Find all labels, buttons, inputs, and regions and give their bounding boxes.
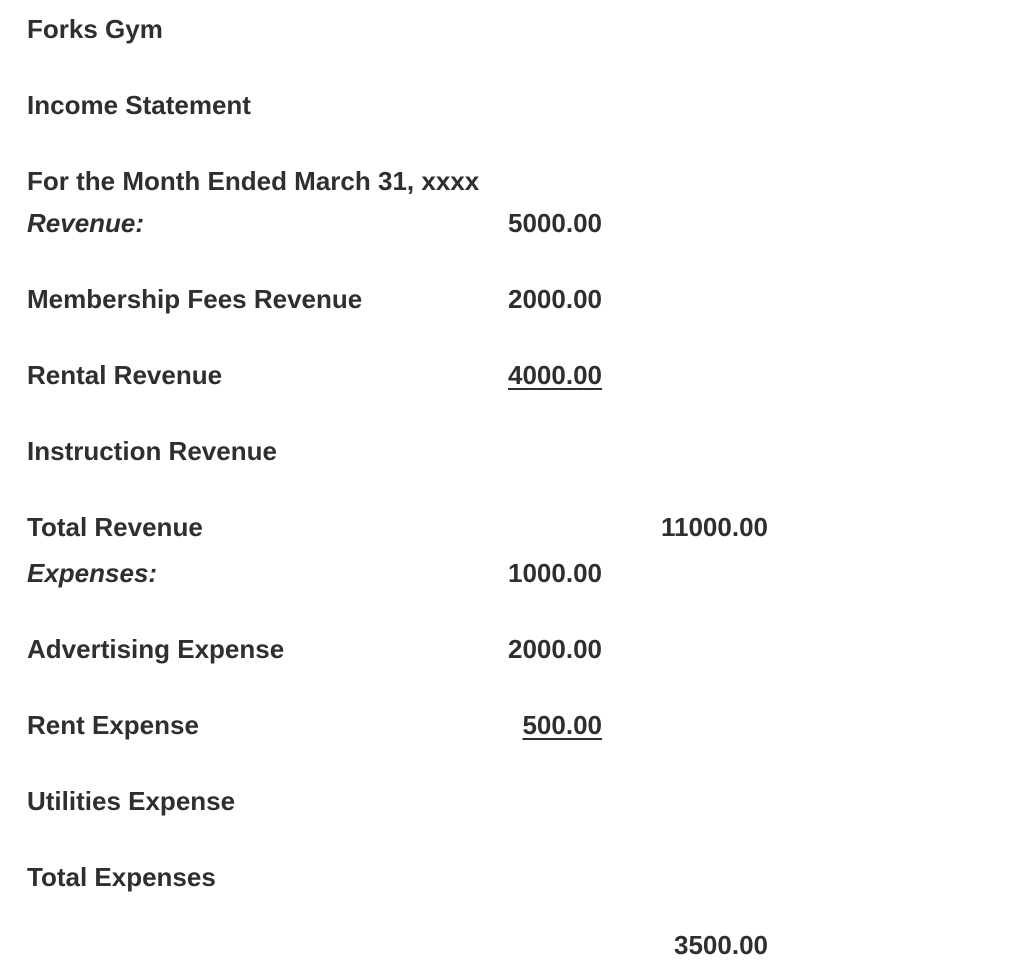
rental-revenue-label: Rental Revenue bbox=[27, 360, 223, 390]
company-name: Forks Gym bbox=[27, 14, 163, 44]
advertising-expense-label: Advertising Expense bbox=[27, 634, 285, 664]
total-revenue-label: Total Revenue bbox=[27, 512, 203, 542]
advertising-expense-amount: 2000.00 bbox=[508, 634, 602, 664]
revenue-heading: Revenue: bbox=[27, 208, 145, 238]
total-revenue-amount: 11000.00 bbox=[660, 512, 768, 542]
statement-period: For the Month Ended March 31, xxxx bbox=[27, 166, 480, 196]
rent-expense-label: Rent Expense bbox=[27, 710, 199, 740]
membership-fees-label: Membership Fees Revenue bbox=[27, 284, 363, 314]
total-expenses-label: Total Expenses bbox=[27, 862, 216, 892]
total-expenses-amount: 3500.00 bbox=[674, 930, 768, 960]
revenue-heading-amount: 5000.00 bbox=[508, 208, 602, 238]
statement-title: Income Statement bbox=[27, 90, 251, 120]
instruction-revenue-label: Instruction Revenue bbox=[27, 436, 277, 466]
rent-expense-amount: 500.00 bbox=[522, 710, 602, 740]
expenses-heading-amount: 1000.00 bbox=[508, 558, 602, 588]
utilities-expense-label: Utilities Expense bbox=[27, 786, 236, 816]
membership-fees-amount: 2000.00 bbox=[508, 284, 602, 314]
expenses-heading: Expenses: bbox=[27, 558, 158, 588]
rental-revenue-amount: 4000.00 bbox=[508, 360, 602, 390]
